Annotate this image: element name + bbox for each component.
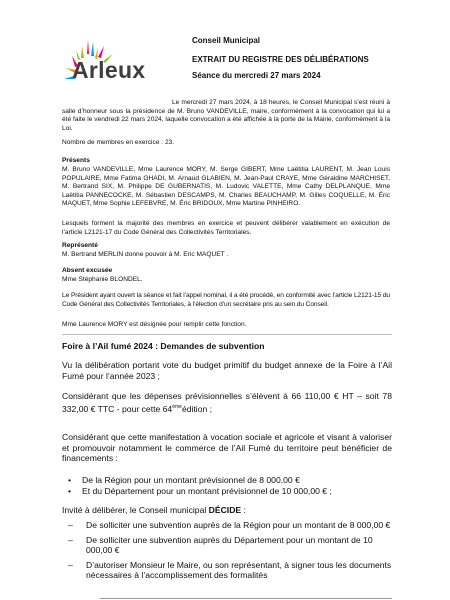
list-item <box>62 475 392 486</box>
decisions-list <box>62 520 392 585</box>
considerant-costs-text: Considérant que les dépenses prévisionnelles s’élèvent à 66 110,00 € HT – soit 78 332,00 € TTC - pour cette 64 <box>62 391 392 414</box>
presents-heading: Présents <box>62 157 90 164</box>
financing-list <box>62 475 392 496</box>
section-divider <box>62 334 392 335</box>
decision-intro-text: Invité à délibérer, le Conseil municipal <box>62 505 209 515</box>
decision-intro <box>62 505 392 516</box>
decision-item <box>62 560 392 581</box>
logo-wordmark: Arleux <box>72 57 146 83</box>
dash-mark: – <box>68 520 73 530</box>
decision-text: De solliciter une subvention auprès de la Région pour un montant de 8 000,00 € <box>86 520 391 530</box>
deliberation-title: Foire à l’Ail fumé 2024 : Demandes de subvention <box>62 341 265 351</box>
absente-heading: Absent excusée <box>62 267 113 274</box>
president-statement: Le Président ayant ouvert la séance et fait l’appel nominal, il a été procédé, en conformité avec l’article L2121-15 du Code Général des Collectivités Territoriales, à l’élection d’un secrétaire pris au sein du Conseil. <box>62 292 390 308</box>
dash-mark: – <box>68 534 73 545</box>
decision-item <box>62 520 392 531</box>
considerant-costs <box>62 391 392 414</box>
decide-keyword: DÉCIDE <box>208 505 242 515</box>
secretary-statement: Mme Laurence MORY est désignée pour remplir cette fonction. <box>62 321 247 328</box>
bullet-mark: • <box>68 485 72 496</box>
header-title: Conseil Municipal <box>192 36 261 45</box>
members-count: Nombre de membres en exercice : 23. <box>62 139 175 146</box>
decision-text: D’autoriser Monsieur le Maire, ou son représentant, à signer tous les documents nécessaires à l’accomplissement des formalités <box>86 559 392 580</box>
header-subtitle: EXTRAIT DU REGISTRE DES DÉLIBÉRATIONS <box>192 55 369 64</box>
presents-list: M. Bruno VANDEVILLE, Mme Laurence MORY, M. Serge GIBERT, Mme Laëtitia LAURENT, M. Jean Louis POPULAIRE, Mme Fatima GHADI, M. Arnaud GLABIEN, M. Jean-Paul CRAYE, Mme Géraldine MARCHISET, M. Bertrand SIX, M. Philippe DE GUBERNATIS, M. Ludovic VALETTE, Mme Cathy DELPLANQUE, Mme Laëtitia PANNECOCKE, M. Sébastien DESCAMPS, M. Charles BEAUCHAMP, M. Gilles COQUELLE, M. Éric MAQUET, Mme Sophie LEFEBVRE, M. Éric BRIDOUX, Mme Martine PINHEIRO. <box>62 166 390 208</box>
decision-intro-end: : <box>241 505 246 515</box>
quorum-statement: Lesquels forment la majorité des membres en exercice et peuvent délibérer valablement en exécution de l’article L2121-17 du Code Général des Collectivités Territoriales. <box>62 220 390 236</box>
absente-text: Mme Stéphanie BLONDEL. <box>62 276 143 283</box>
session-date: Séance du mercredi 27 mars 2024 <box>192 71 321 80</box>
footer-divider <box>100 598 392 599</box>
list-item-text: De la Région pour un montant prévisionnel de 8 000,00 € <box>82 475 300 485</box>
decision-item <box>62 535 392 556</box>
list-item-text: Et du Département pour un montant prévisionnel de 10 000,00 € ; <box>82 485 332 496</box>
decision-text: De solliciter une subvention auprès du Département pour un montant de 10 000,00 € <box>86 534 373 555</box>
represente-text: M. Bertrand MERLIN donne pouvoir à M. Eric MAQUET . <box>62 251 229 258</box>
dash-mark: – <box>68 559 73 570</box>
ordinal-suffix: ème <box>172 403 182 410</box>
list-item <box>62 486 392 497</box>
intro-paragraph: Le mercredi 27 mars 2024, à 18 heures, le Conseil Municipal s’est réuni à salle d’honneur sous la présidence de M. Bruno VANDEVILLE, maire, conformément à la convocation qui lui a été faite le vendredi 22 mars 2024, laquelle convocation a été affichée à la porte de la Mairie, conformément à la Loi. <box>62 99 390 132</box>
represente-heading: Représenté <box>62 242 98 249</box>
vu-paragraph: Vu la délibération portant vote du budget primitif du budget annexe de la Foire à l’Ail Fumé pour l’année 2023 ; <box>62 360 392 381</box>
considerant-financing: Considérant que cette manifestation à vocation sociale et agricole et visant à valoriser et promouvoir notamment le commerce de l’Ail Fumé du territoire peut bénéficier de financements : <box>62 432 392 463</box>
considerant-costs-end: édition ; <box>181 403 213 414</box>
bullet-mark: • <box>68 475 72 485</box>
